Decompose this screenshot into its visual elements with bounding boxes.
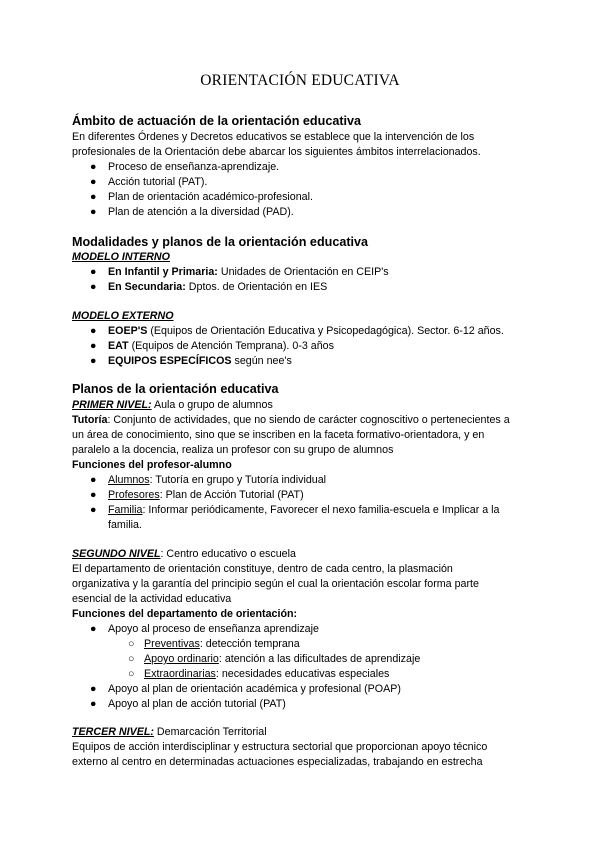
bullet-icon: ●: [90, 340, 97, 352]
list-item: Profesores: Plan de Acción Tutorial (PAT): [108, 489, 304, 501]
list-item: Familia: Informar periódicamente, Favorecer el nexo familia-escuela e Implicar a la: [108, 504, 500, 516]
circle-bullet-icon: ○: [128, 638, 135, 650]
circle-bullet-icon: ○: [128, 653, 135, 665]
list-item: EAT (Equipos de Atención Temprana). 0-3 años: [108, 340, 334, 352]
paragraph-line: organizativa y la garantía del principio según el cual la orientación escolar forma parte: [72, 578, 479, 590]
list-item: Alumnos: Tutoría en grupo y Tutoría individual: [108, 474, 327, 486]
list-item: En Secundaria: Dptos. de Orientación en IES: [108, 281, 328, 293]
list-item: Plan de orientación académico-profesional.: [108, 191, 313, 203]
list-item: Apoyo al plan de acción tutorial (PAT): [108, 698, 286, 710]
list-item: Proceso de enseñanza-aprendizaje.: [108, 161, 280, 173]
paragraph-line: El departamento de orientación constituye, dentro de cada centro, la plasmación: [72, 563, 453, 575]
section-heading-planos: Planos de la orientación educativa: [72, 382, 279, 396]
paragraph-line: Equipos de acción interdisciplinar y estructura sectorial que proporcionan apoyo técnico: [72, 741, 488, 753]
paragraph-line: profesionales de la Orientación debe abarcar los siguientes ámbitos interrelacionados.: [72, 146, 481, 158]
list-item: En Infantil y Primaria: Unidades de Orientación en CEIP's: [108, 266, 389, 278]
bullet-icon: ●: [90, 683, 97, 695]
funciones-heading: Funciones del profesor-alumno: [72, 459, 232, 471]
bullet-icon: ●: [90, 281, 97, 293]
sub-list-item: Apoyo ordinario: atención a las dificultades de aprendizaje: [144, 653, 421, 665]
level-heading-primer: PRIMER NIVEL: Aula o grupo de alumnos: [72, 399, 273, 411]
paragraph-line: Tutoría: Conjunto de actividades, que no siendo de carácter cognoscitivo o pertenecientes a: [72, 414, 510, 426]
list-item: Acción tutorial (PAT).: [108, 176, 208, 188]
list-item: Apoyo al plan de orientación académica y profesional (POAP): [108, 683, 401, 695]
bullet-icon: ●: [90, 191, 97, 203]
list-item: Apoyo al proceso de enseñanza aprendizaje: [108, 623, 319, 635]
bullet-icon: ●: [90, 161, 97, 173]
subheading-modelo-externo: MODELO EXTERNO: [72, 310, 174, 322]
list-item: Plan de atención a la diversidad (PAD).: [108, 206, 294, 218]
bullet-icon: ●: [90, 325, 97, 337]
section-heading-ambito: Ámbito de actuación de la orientación educativa: [72, 114, 362, 128]
list-item: EOEP'S (Equipos de Orientación Educativa y Psicopedagógica). Sector. 6-12 años.: [108, 325, 504, 337]
sub-list-item: Preventivas: detección temprana: [144, 638, 300, 650]
list-item-continuation: familia.: [108, 519, 142, 531]
bullet-icon: ●: [90, 176, 97, 188]
subheading-modelo-interno: MODELO INTERNO: [72, 251, 170, 263]
page-title: ORIENTACIÓN EDUCATIVA: [200, 72, 400, 89]
funciones-heading: Funciones del departamento de orientación:: [72, 608, 298, 620]
level-heading-tercer: TERCER NIVEL: Demarcación Territorial: [72, 726, 267, 738]
sub-list-item: Extraordinarias: necesidades educativas especiales: [144, 668, 390, 680]
paragraph-line: paralelo a la docencia, realiza un profesor con su grupo de alumnos: [72, 444, 394, 456]
bullet-icon: ●: [90, 266, 97, 278]
list-item: EQUIPOS ESPECÍFICOS según nee's: [108, 355, 292, 367]
level-heading-segundo: SEGUNDO NIVEL: Centro educativo o escuela: [72, 548, 296, 560]
paragraph-line: externo al centro en determinadas actuaciones especializadas, trabajando en estrecha: [72, 756, 483, 768]
paragraph-line: En diferentes Órdenes y Decretos educativos se establece que la intervención de los: [72, 131, 475, 143]
paragraph-line: un área de conocimiento, sino que se inscriben en la faceta formativo-orientadora, y en: [72, 429, 485, 441]
bullet-icon: ●: [90, 355, 97, 367]
paragraph-line: esencial de la actividad educativa: [72, 593, 232, 605]
bullet-icon: ●: [90, 489, 97, 501]
bullet-icon: ●: [90, 206, 97, 218]
bullet-icon: ●: [90, 504, 97, 516]
circle-bullet-icon: ○: [128, 668, 135, 680]
bullet-icon: ●: [90, 698, 97, 710]
bullet-icon: ●: [90, 474, 97, 486]
bullet-icon: ●: [90, 623, 97, 635]
section-heading-modalidades: Modalidades y planos de la orientación educativa: [72, 235, 369, 249]
